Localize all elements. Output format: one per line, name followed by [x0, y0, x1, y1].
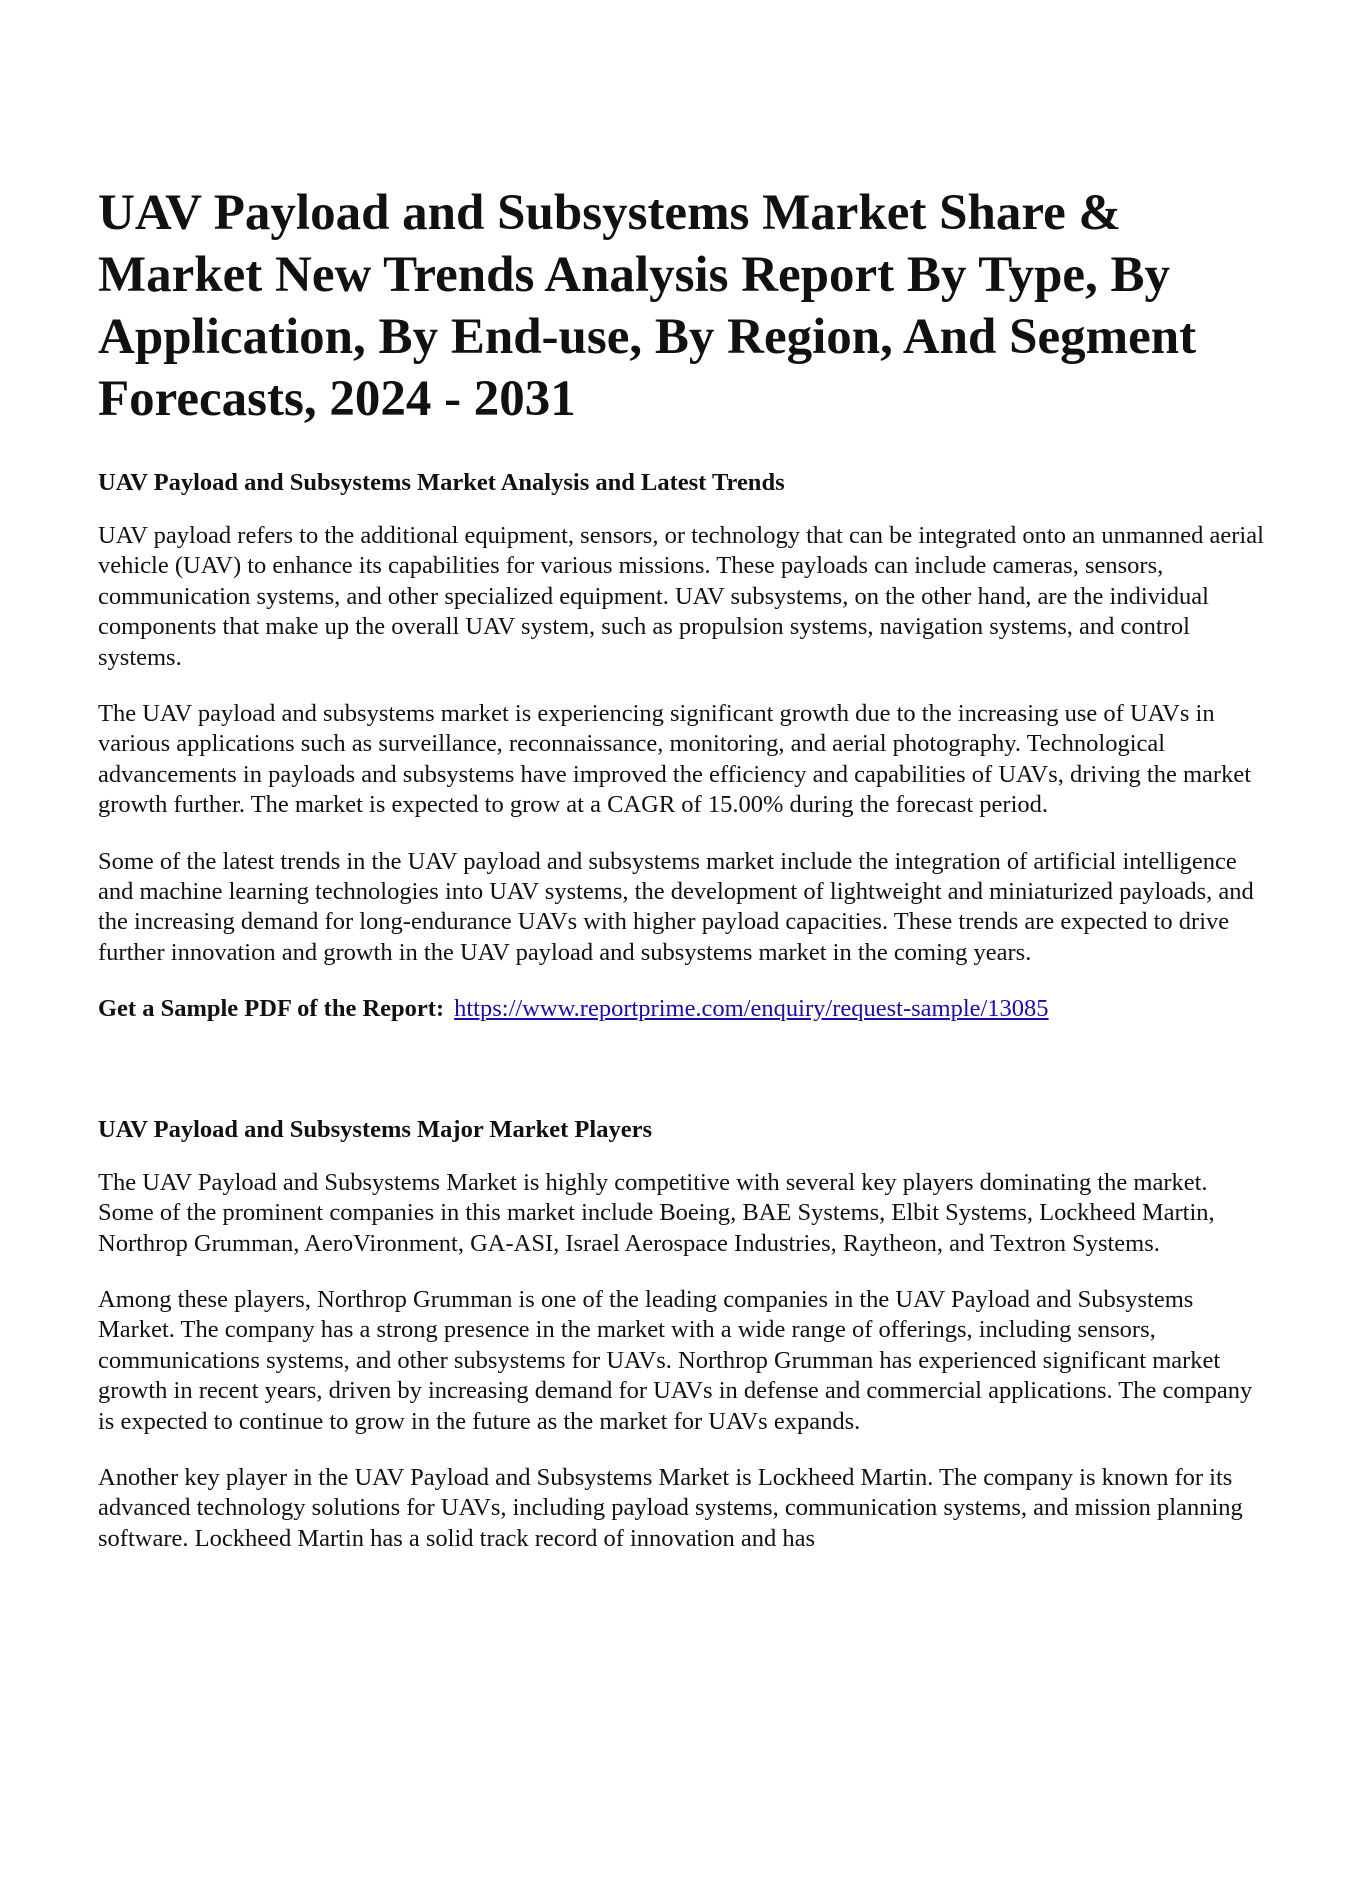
- document-page: [98, 182, 1266, 1580]
- sample-pdf-link[interactable]: https://www.reportprime.com/enquiry/request-sample/13085: [454, 995, 1049, 1023]
- sample-pdf-label: Get a Sample PDF of the Report:: [98, 995, 445, 1023]
- paragraph-definition: UAV payload refers to the additional equipment, sensors, or technology that can be integrated onto an unmanned aerial vehicle (UAV) to enhance its capabilities for various missions. These payloads can include cameras, sensors, communication systems, and other specialized equipment. UAV subsystems, on the other hand, are the individual components that make up the overall UAV system, such as propulsion systems, navigation systems, and control systems.: [98, 522, 1264, 671]
- section-heading-players: UAV Payload and Subsystems Major Market Players: [98, 1115, 652, 1143]
- paragraph-competitors: The UAV Payload and Subsystems Market is highly competitive with several key players dominating the market. Some of the prominent companies in this market include Boeing, BAE Systems, Elbit Systems, Lockheed Martin, Northrop Grumman, AeroVironment, GA-ASI, Israel Aerospace Industries, Raytheon, and Textron Systems.: [98, 1168, 1215, 1257]
- page-title: UAV Payload and Subsystems Market Share & Market New Trends Analysis Report By Type, By Application, By End-use, By Region, And Segment Forecasts, 2024 - 2031: [98, 185, 1197, 427]
- paragraph-growth: The UAV payload and subsystems market is experiencing significant growth due to the increasing use of UAVs in various applications such as surveillance, reconnaissance, monitoring, and aerial photography. Technological advancements in payloads and subsystems have improved the efficiency and capabilities of UAVs, driving the market growth further. The market is expected to grow at a CAGR of 15.00% during the forecast period.: [98, 700, 1252, 819]
- section-heading-analysis: UAV Payload and Subsystems Market Analysis and Latest Trends: [98, 469, 785, 496]
- paragraph-northrop-grumman: Among these players, Northrop Grumman is one of the leading companies in the UAV Payload and Subsystems Market. The company has a strong presence in the market with a wide range of offerings, including sensors, communications systems, and other subsystems for UAVs. Northrop Grumman has experienced significant market growth in recent years, driven by increasing demand for UAVs in defense and commercial applications. The company is expected to continue to grow in the future as the market for UAVs expands.: [98, 1285, 1253, 1435]
- paragraph-trends: Some of the latest trends in the UAV payload and subsystems market include the integration of artificial intelligence and machine learning technologies into UAV systems, the development of lightweight and miniaturized payloads, and the increasing demand for long-endurance UAVs with higher payload capacities. These trends are expected to drive further innovation and growth in the UAV payload and subsystems market in the coming years.: [98, 847, 1254, 966]
- sample-pdf-line: [98, 994, 1266, 1024]
- paragraph-lockheed-martin: Another key player in the UAV Payload and Subsystems Market is Lockheed Martin. The company is known for its advanced technology solutions for UAVs, including payload systems, communication systems, and mission planning software. Lockheed Martin has a solid track record of innovation and has: [98, 1463, 1243, 1552]
